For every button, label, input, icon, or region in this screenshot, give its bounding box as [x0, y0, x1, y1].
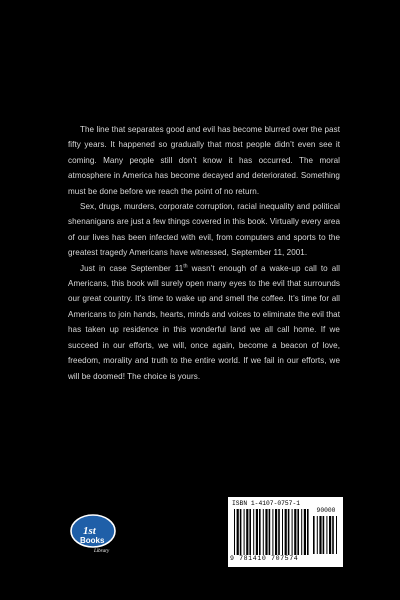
barcode-bar	[249, 509, 251, 555]
publisher-logo	[68, 511, 118, 557]
barcode-bar	[288, 509, 290, 555]
barcode-bar	[240, 509, 242, 555]
paragraph-3-rest: wasn’t enough of a wake-up call to all Americans, this book will surely open many eyes to the evil that surrounds our great country. It’s time to wake up and smell the coffee. It’s time for all Americans to join hands, hearts, minds and voices to eliminate the evil that has taken up residence in this wonderful land we all call home. If we succeed in our efforts, we will, once again, become a beacon of love, freedom, morality and truth to the entire world. If we fail in our efforts, we will be doomed! The choice is yours.	[68, 263, 340, 381]
barcode-bar	[253, 509, 254, 555]
logo-number: 1st	[83, 525, 96, 537]
barcode-bar	[297, 509, 299, 555]
barcode-bar	[294, 509, 296, 555]
barcode-bar	[304, 509, 306, 555]
blurb-paragraph-3	[68, 261, 340, 384]
blurb-paragraph-2: Sex, drugs, murders, corporate corruption, racial inequality and political shenanigans are just a few things covered in this book. Virtually every area of our lives has been infected with evil, from computers and sports to the greatest tragedy Americans have witnessed, September 11, 2001.	[68, 202, 340, 258]
barcode-digits: 9 781410 707574	[230, 555, 299, 562]
blurb-text	[68, 122, 340, 384]
barcode-bar	[259, 509, 261, 555]
barcode-bar	[285, 509, 287, 555]
barcode-bar	[265, 509, 267, 555]
barcode-panel	[228, 497, 343, 567]
barcode-bar	[319, 516, 321, 554]
isbn-label: ISBN 1-4107-0757-1	[232, 500, 301, 507]
barcode-bar	[332, 516, 334, 554]
logo-word: Books	[80, 536, 105, 545]
barcode-bar	[272, 509, 273, 555]
barcode-bar	[292, 509, 293, 555]
addon-barcode	[313, 516, 339, 554]
price-addon-number: 90000	[316, 507, 336, 514]
barcode-bar	[317, 516, 318, 554]
ean-barcode	[234, 509, 311, 555]
publisher-logo-graphic	[68, 511, 118, 557]
barcode-bar	[256, 509, 258, 555]
paragraph-3-lead: Just in case September 11	[80, 263, 184, 273]
barcode-bar	[301, 509, 302, 555]
barcode-bar	[269, 509, 271, 555]
logo-tagline: Library	[94, 549, 110, 554]
barcode-bar	[246, 509, 248, 555]
blurb-paragraph-1: The line that separates good and evil has become blurred over the past fifty years. It happened so gradually that most people didn’t even see it coming. Many people still don’t know it has occurred. The moral atmosphere in America has become decayed and deteriorated. Something must be done before we reach the point of no return.	[68, 125, 340, 196]
ordinal-suffix: th	[183, 262, 188, 269]
barcode-bar	[336, 516, 337, 554]
barcode-bar	[326, 516, 327, 554]
barcode-bar	[278, 509, 280, 555]
barcode-bar	[263, 509, 264, 555]
barcode-bar	[237, 509, 239, 555]
barcode-bar	[313, 516, 315, 554]
barcode-bar	[244, 509, 245, 555]
barcode-bar	[307, 509, 309, 555]
barcode-bar	[282, 509, 283, 555]
barcode-bar	[329, 516, 331, 554]
barcode-bar	[275, 509, 277, 555]
barcode-bar	[323, 516, 325, 554]
barcode-bar	[234, 509, 235, 555]
